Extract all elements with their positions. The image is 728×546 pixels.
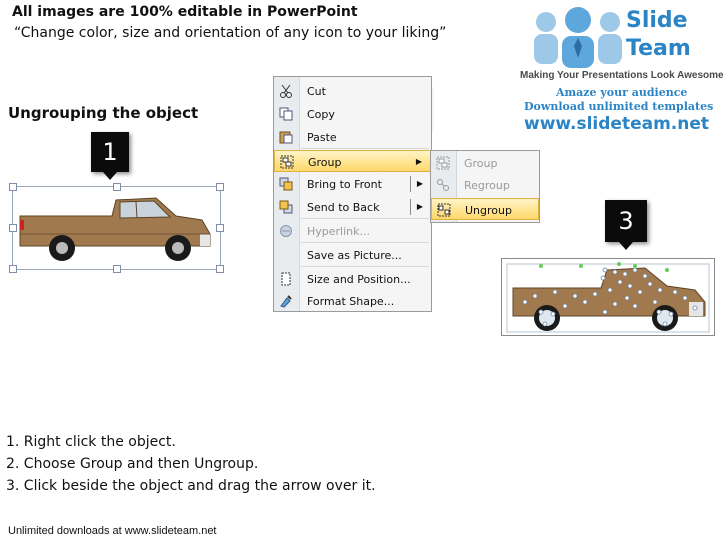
logo-team-text: Team bbox=[626, 36, 691, 61]
step-1-badge: 1 bbox=[91, 132, 129, 172]
selection-handle[interactable] bbox=[216, 183, 224, 191]
pickup-truck-image[interactable] bbox=[16, 190, 216, 266]
menu-separator bbox=[301, 148, 429, 149]
selection-handle[interactable] bbox=[216, 224, 224, 232]
menu-item-bring-to-front[interactable] bbox=[274, 173, 431, 195]
menu-item-label: Group bbox=[308, 156, 342, 169]
menu-separator bbox=[301, 242, 429, 243]
menu-item-label: Paste bbox=[307, 131, 337, 144]
menu-item-label: Copy bbox=[307, 108, 335, 121]
menu-separator bbox=[301, 266, 429, 267]
regroup-icon bbox=[436, 178, 450, 192]
selection-handle[interactable] bbox=[9, 265, 17, 273]
header-line-1: All images are 100% editable in PowerPoint bbox=[12, 4, 358, 20]
submenu-item-label: Regroup bbox=[464, 179, 510, 192]
scissors-icon bbox=[279, 84, 293, 98]
menu-separator bbox=[301, 218, 429, 219]
section-title: Ungrouping the object bbox=[8, 104, 199, 122]
menu-item-group[interactable] bbox=[274, 150, 431, 172]
menu-item-label: Save as Picture... bbox=[307, 249, 402, 262]
menu-item-label: Size and Position... bbox=[307, 273, 411, 286]
truck-selection-frame[interactable] bbox=[12, 186, 221, 270]
group-submenu bbox=[430, 150, 540, 223]
menu-item-format-shape[interactable] bbox=[274, 290, 431, 312]
menu-item-label: Bring to Front bbox=[307, 178, 382, 191]
group-icon bbox=[436, 156, 450, 170]
step-1-pointer bbox=[103, 172, 117, 180]
ungrouped-truck[interactable] bbox=[501, 258, 717, 338]
submenu-item-label: Group bbox=[464, 157, 498, 170]
slideteam-logo bbox=[528, 6, 718, 70]
amaze-text: Amaze your audience bbox=[556, 86, 688, 99]
selection-handle[interactable] bbox=[216, 265, 224, 273]
submenu-arrow-icon[interactable]: ▶ bbox=[416, 179, 423, 188]
menu-item-label: Format Shape... bbox=[307, 295, 395, 308]
ungroup-icon bbox=[437, 203, 451, 217]
footer-text: Unlimited downloads at www.slideteam.net bbox=[8, 525, 217, 537]
split-divider bbox=[410, 199, 411, 215]
menu-item-label: Send to Back bbox=[307, 201, 380, 214]
submenu-arrow-icon: ▶ bbox=[415, 157, 422, 166]
submenu-item-regroup[interactable] bbox=[431, 174, 539, 196]
submenu-arrow-icon[interactable]: ▶ bbox=[416, 202, 423, 211]
site-text: www.slideteam.net bbox=[524, 114, 710, 134]
ungrouped-truck-image[interactable] bbox=[505, 262, 711, 334]
step-item: 2. Choose Group and then Ungroup. bbox=[6, 456, 259, 472]
menu-item-hyperlink[interactable] bbox=[274, 220, 431, 242]
submenu-item-ungroup[interactable] bbox=[431, 198, 539, 220]
step-item: 1. Right click the object. bbox=[6, 434, 176, 450]
split-divider bbox=[410, 176, 411, 192]
logo-slide-text: Slide bbox=[626, 8, 688, 33]
menu-item-send-to-back[interactable] bbox=[274, 196, 431, 218]
step-3-badge: 3 bbox=[605, 200, 647, 242]
selection-handle[interactable] bbox=[113, 265, 121, 273]
group-icon bbox=[280, 155, 294, 169]
submenu-item-label: Ungroup bbox=[465, 204, 512, 217]
step-item: 3. Click beside the object and drag the arrow over it. bbox=[6, 478, 376, 494]
hyperlink-icon bbox=[279, 224, 293, 238]
team-people-icon bbox=[528, 6, 628, 70]
send-to-back-icon bbox=[279, 200, 293, 214]
submenu-item-group[interactable] bbox=[431, 152, 539, 174]
menu-item-save-as-picture[interactable] bbox=[274, 244, 431, 266]
step-3-pointer bbox=[619, 242, 633, 250]
download-text: Download unlimited templates bbox=[524, 100, 714, 113]
logo-tagline: Making Your Presentations Look Awesome bbox=[520, 70, 724, 81]
copy-icon bbox=[279, 107, 293, 121]
paste-icon bbox=[279, 130, 293, 144]
menu-item-label: Cut bbox=[307, 85, 326, 98]
context-menu bbox=[273, 76, 432, 312]
steps-list bbox=[6, 431, 376, 497]
format-shape-icon bbox=[279, 294, 293, 308]
bring-to-front-icon bbox=[279, 177, 293, 191]
menu-item-paste[interactable] bbox=[274, 126, 431, 148]
header-line-2: “Change color, size and orientation of any icon to your liking” bbox=[14, 25, 447, 41]
size-position-icon bbox=[279, 272, 293, 286]
menu-item-copy[interactable] bbox=[274, 103, 431, 125]
menu-item-size-and-position[interactable] bbox=[274, 268, 431, 290]
menu-item-label: Hyperlink... bbox=[307, 225, 370, 238]
menu-item-cut[interactable] bbox=[274, 80, 431, 102]
